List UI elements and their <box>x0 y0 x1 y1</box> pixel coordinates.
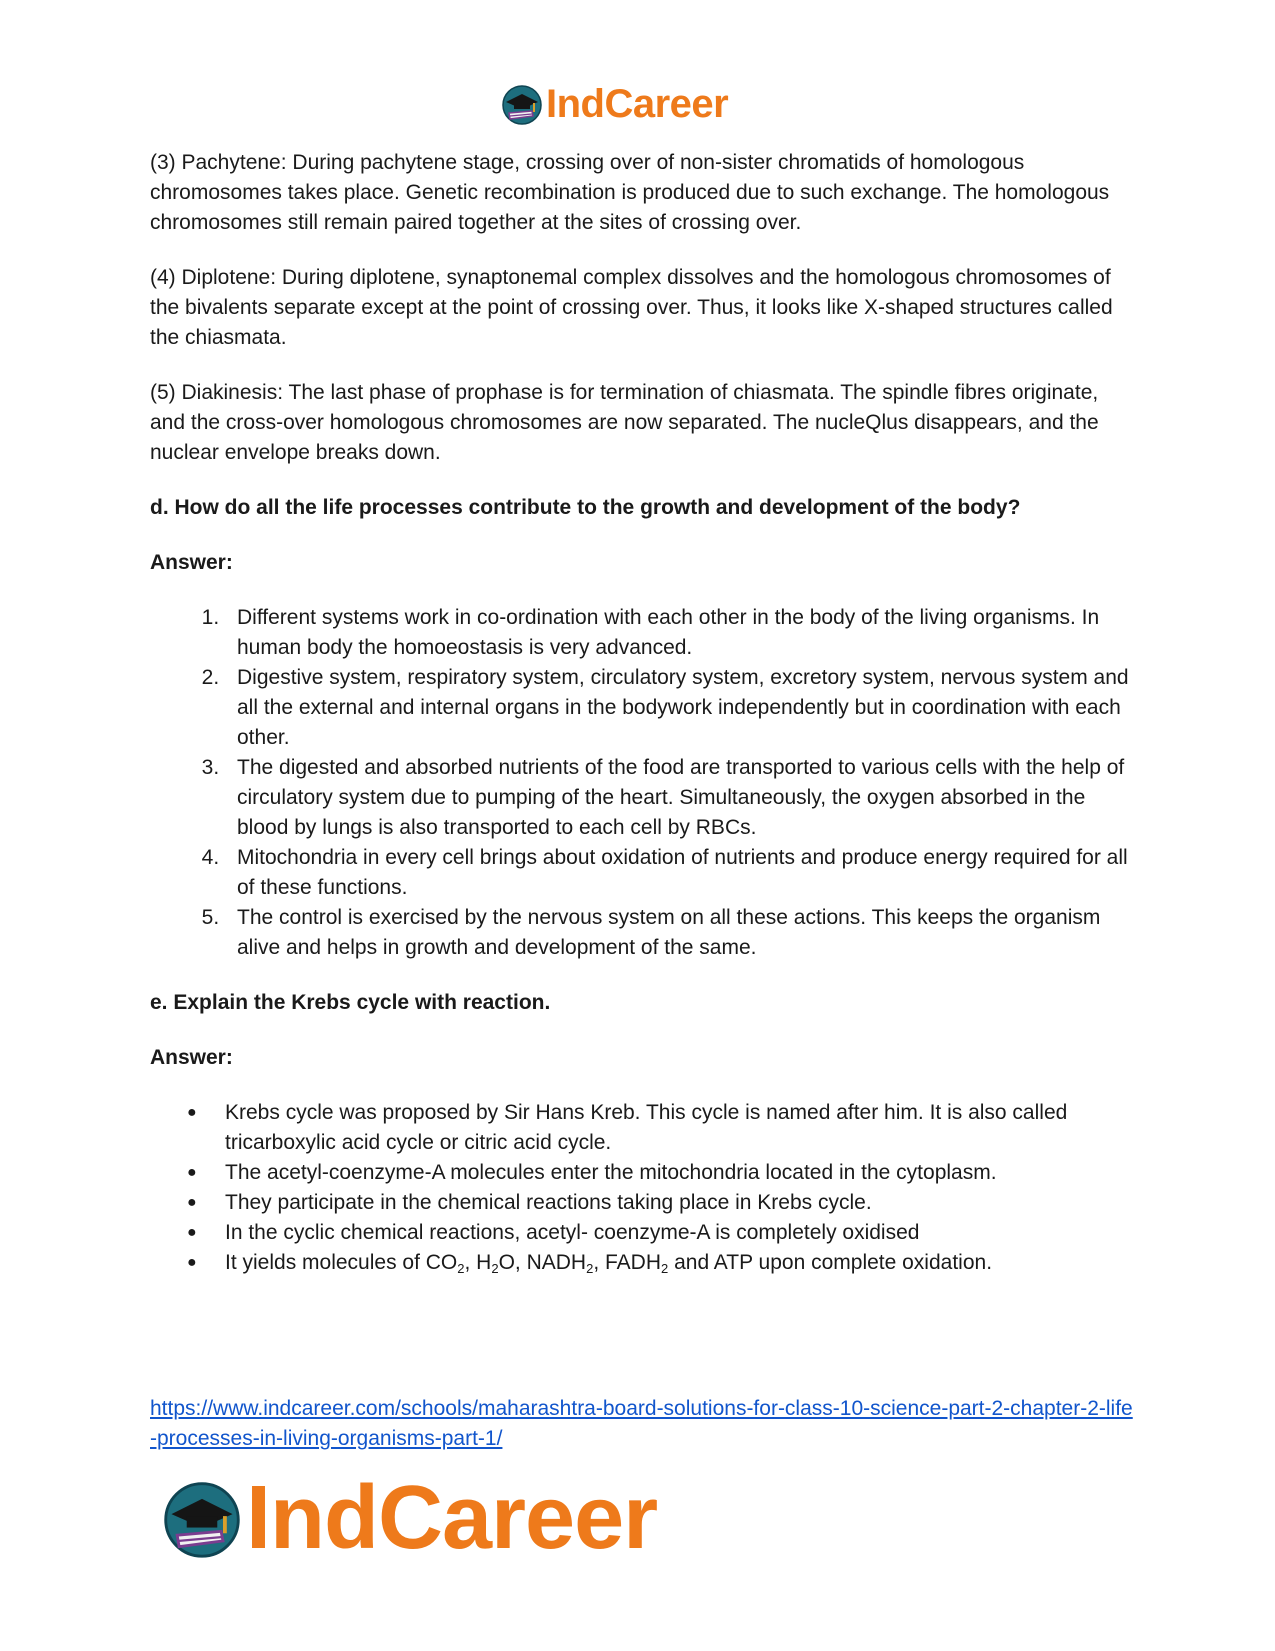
footer-link-block <box>150 1394 1135 1454</box>
list-item: ● In the cyclic chemical reactions, acetyl- coenzyme-A is completely oxidised <box>225 1218 1135 1248</box>
list-item: 1. Different systems work in co-ordination with each other in the body of the living organisms. In human body the homoeostasis is very advanced. <box>225 603 1135 663</box>
list-item: 5. The control is exercised by the nervous system on all these actions. This keeps the organism alive and helps in growth and development of the same. <box>225 903 1135 963</box>
question-e: e. Explain the Krebs cycle with reaction. <box>150 991 551 1014</box>
list-item: 4. Mitochondria in every cell brings about oxidation of nutrients and produce energy required for all of these functions. <box>225 843 1135 903</box>
answer-label-e: Answer: <box>150 1046 233 1069</box>
bullet-icon: ● <box>187 1104 197 1121</box>
bullet-icon: ● <box>187 1194 197 1211</box>
answer-label-d: Answer: <box>150 551 233 574</box>
list-item: 3. The digested and absorbed nutrients of the food are transported to various cells with the help of circulatory system due to pumping of the heart. Simultaneously, the oxygen absorbed in the blood by lungs is also transported to each cell by RBCs. <box>225 753 1135 843</box>
paragraph-diplotene: (4) Diplotene: During diplotene, synaptonemal complex dissolves and the homologous chromosomes of the bivalents separate except at the point of crossing over. Thus, it looks like X-shaped structures called the chiasmata. <box>150 266 1113 349</box>
bullet-icon: ● <box>187 1164 197 1181</box>
list-item: ● They participate in the chemical reactions taking place in Krebs cycle. <box>225 1188 1135 1218</box>
document-body <box>150 148 1135 1303</box>
paragraph-diakinesis: (5) Diakinesis: The last phase of prophase is for termination of chiasmata. The spindle fibres originate, and the cross-over homologous chromosomes are now separated. The nucleQlus disappears, and the nuclear envelope breaks down. <box>150 381 1099 464</box>
bullet-icon: ● <box>187 1224 197 1241</box>
list-item: ● It yields molecules of $CO_2$, $H_2O$, $NADH_2$, $FADH_2$ and ATP upon complete oxidation. <box>225 1248 1135 1278</box>
answer-list-d <box>150 603 1135 963</box>
logo-wordmark: IndCareer <box>546 82 729 126</box>
paragraph-pachytene: (3) Pachytene: During pachytene stage, crossing over of non-sister chromatids of homologous chromosomes takes place. Genetic recombination is produced due to such exchange. The homologous chromosomes still remain paired together at the sites of crossing over. <box>150 151 1110 234</box>
list-item: 2. Digestive system, respiratory system, circulatory system, excretory system, nervous system and all the external and internal organs in the bodywork independently but in coordination with each other. <box>225 663 1135 753</box>
question-d: d. How do all the life processes contribute to the growth and development of the body? <box>150 496 1021 519</box>
answer-list-e <box>150 1098 1135 1278</box>
graduation-globe-icon <box>500 82 544 126</box>
indcareer-logo-top <box>500 78 728 130</box>
logo-wordmark: IndCareer <box>246 1468 658 1568</box>
source-url-link[interactable]: https://www.indcareer.com/schools/maharashtra-board-solutions-for-class-10-science-part-2-chapter-2-life-processes-in-living-organisms-part-1/ <box>150 1397 1133 1450</box>
indcareer-logo-bottom <box>160 1470 657 1566</box>
list-item: ● Krebs cycle was proposed by Sir Hans Kreb. This cycle is named after him. It is also called tricarboxylic acid cycle or citric acid cycle. <box>225 1098 1135 1158</box>
bullet-icon: ● <box>187 1254 197 1271</box>
list-item: ● The acetyl-coenzyme-A molecules enter the mitochondria located in the cytoplasm. <box>225 1158 1135 1188</box>
graduation-globe-icon <box>160 1476 244 1560</box>
